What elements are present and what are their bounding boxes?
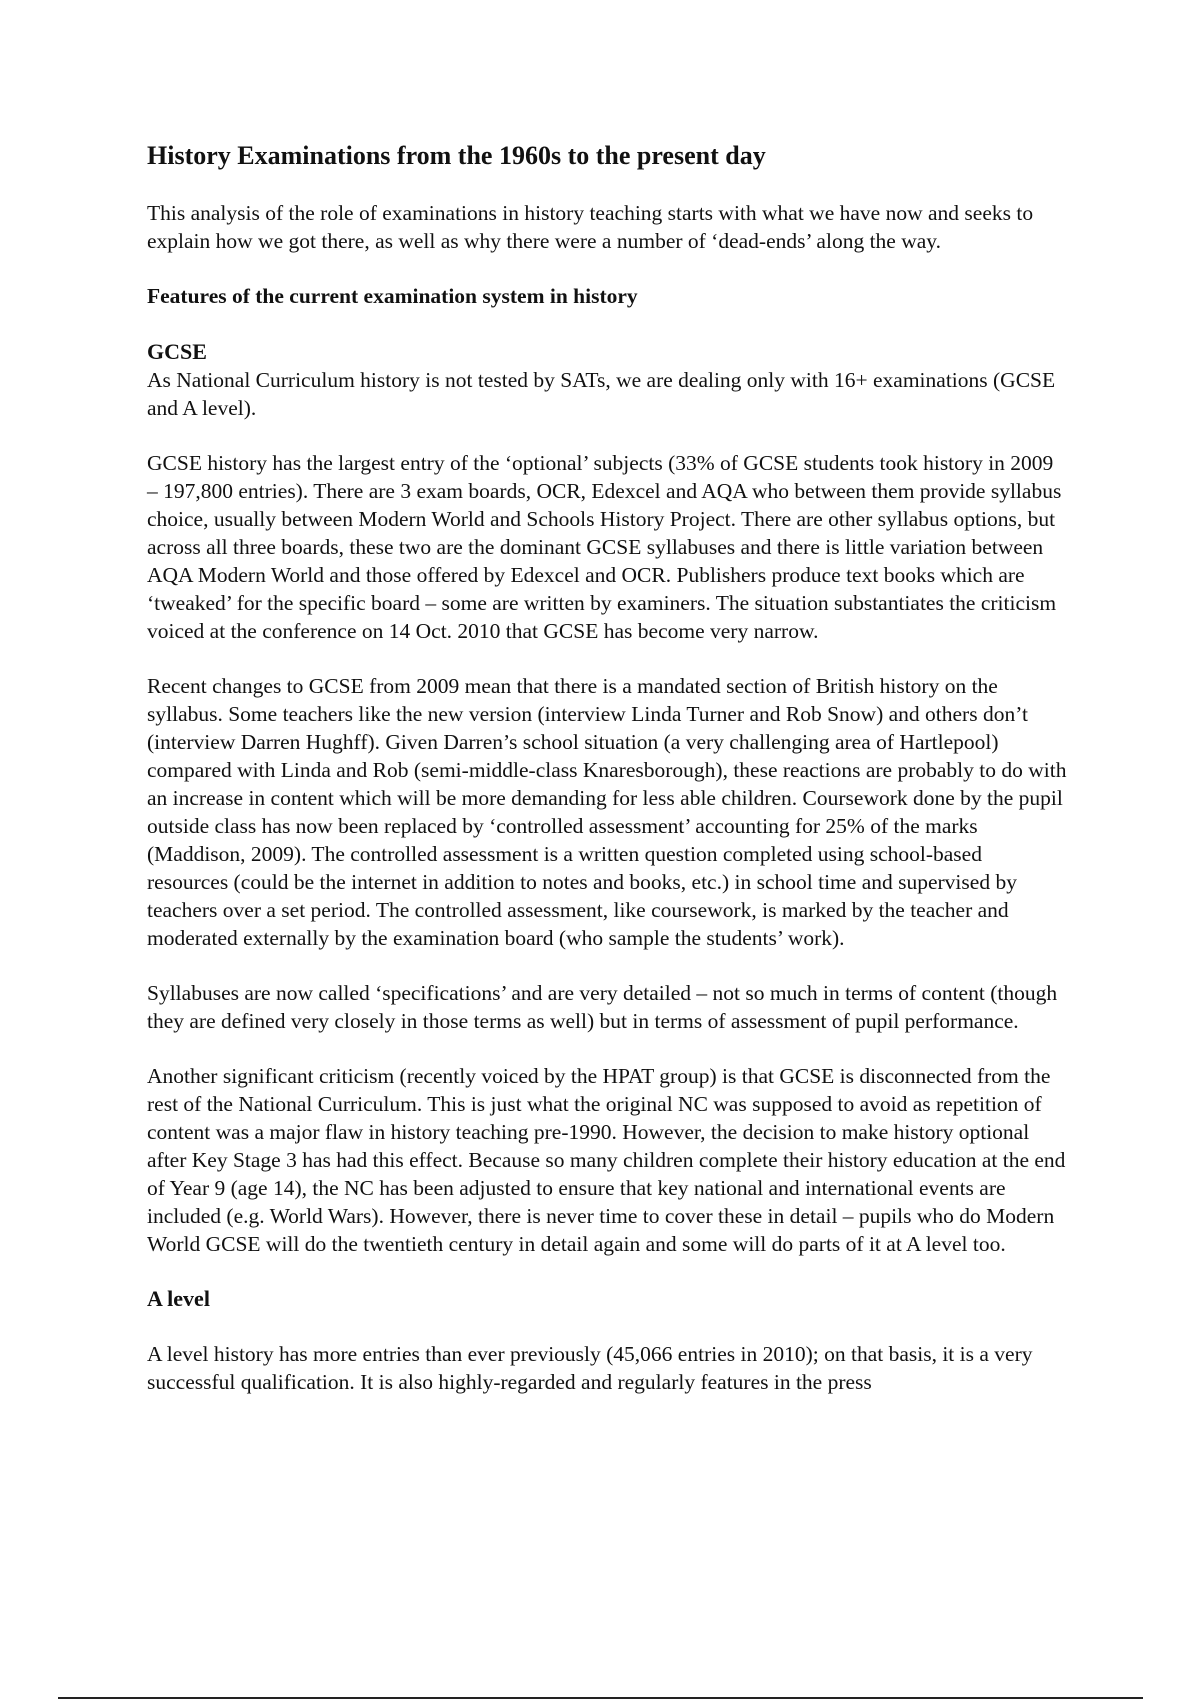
gcse-heading: GCSE — [147, 339, 207, 365]
gcse-paragraph: GCSE history has the largest entry of the ‘optional’ subjects (33% of GCSE students took history in 2009 – 197,800 entries). There are 3 exam boards, OCR, Edexcel and AQA who between them provide syllabus choice, usually between Modern World and Schools History Project. There are other syllabus options, but across all three boards, these two are the dominant GCSE syllabuses and there is little variation between AQA Modern World and those offered by Edexcel and OCR. Publishers produce text books which are ‘tweaked’ for the specific board – some are written by examiners. The situation substantiates the criticism voiced at the conference on 14 Oct. 2010 that GCSE has become very narrow. — [147, 451, 1062, 644]
gcse-paragraph: Syllabuses are now called ‘specifications’ and are very detailed – not so much in terms of content (though they are defined very closely in those terms as well) but in terms of assessment of pupil performance. — [147, 981, 1058, 1034]
a-level-paragraph: A level history has more entries than ever previously (45,066 entries in 2010); on that basis, it is a very successful qualification. It is also highly-regarded and regularly features in the press — [147, 1342, 1033, 1395]
page-bottom-rule — [58, 1697, 1143, 1699]
gcse-paragraph: As National Curriculum history is not tested by SATs, we are dealing only with 16+ examinations (GCSE and A level). — [147, 368, 1056, 421]
document-page — [147, 140, 1067, 1423]
section-heading: Features of the current examination system in history — [147, 284, 638, 309]
gcse-section — [147, 338, 1067, 1258]
gcse-paragraph: Recent changes to GCSE from 2009 mean that there is a mandated section of British history on the syllabus. Some teachers like the new version (interview Linda Turner and Rob Snow) and others don’t (interview Darren Hughff). Given Darren’s school situation (a very challenging area of Hartlepool) compared with Linda and Rob (semi-middle-class Knaresborough), these reactions are probably to do with an increase in content which will be more demanding for less able children. Coursework done by the pupil outside class has now been replaced by ‘controlled assessment’ accounting for 25% of the marks (Maddison, 2009). The controlled assessment is a written question completed using school-based resources (could be the internet in addition to notes and books, etc.) in school time and supervised by teachers over a set period. The controlled assessment, like coursework, is marked by the teacher and moderated externally by the examination board (who sample the students’ work). — [147, 674, 1067, 951]
a-level-section — [147, 1285, 1067, 1396]
a-level-heading: A level — [147, 1286, 210, 1312]
gcse-paragraph: Another significant criticism (recently voiced by the HPAT group) is that GCSE is disconnected from the rest of the National Curriculum. This is just what the original NC was supposed to avoid as repetition of content was a major flaw in history teaching pre-1990. However, the decision to make history optional after Key Stage 3 has had this effect. Because so many children complete their history education at the end of Year 9 (age 14), the NC has been adjusted to ensure that key national and international events are included (e.g. World Wars). However, there is never time to cover these in detail – pupils who do Modern World GCSE will do the twentieth century in detail again and some will do parts of it at A level too. — [147, 1064, 1066, 1257]
document-title: History Examinations from the 1960s to the present day — [147, 141, 766, 170]
intro-paragraph: This analysis of the role of examinations in history teaching starts with what we have now and seeks to explain how we got there, as well as why there were a number of ‘dead-ends’ along the way. — [147, 201, 1034, 254]
